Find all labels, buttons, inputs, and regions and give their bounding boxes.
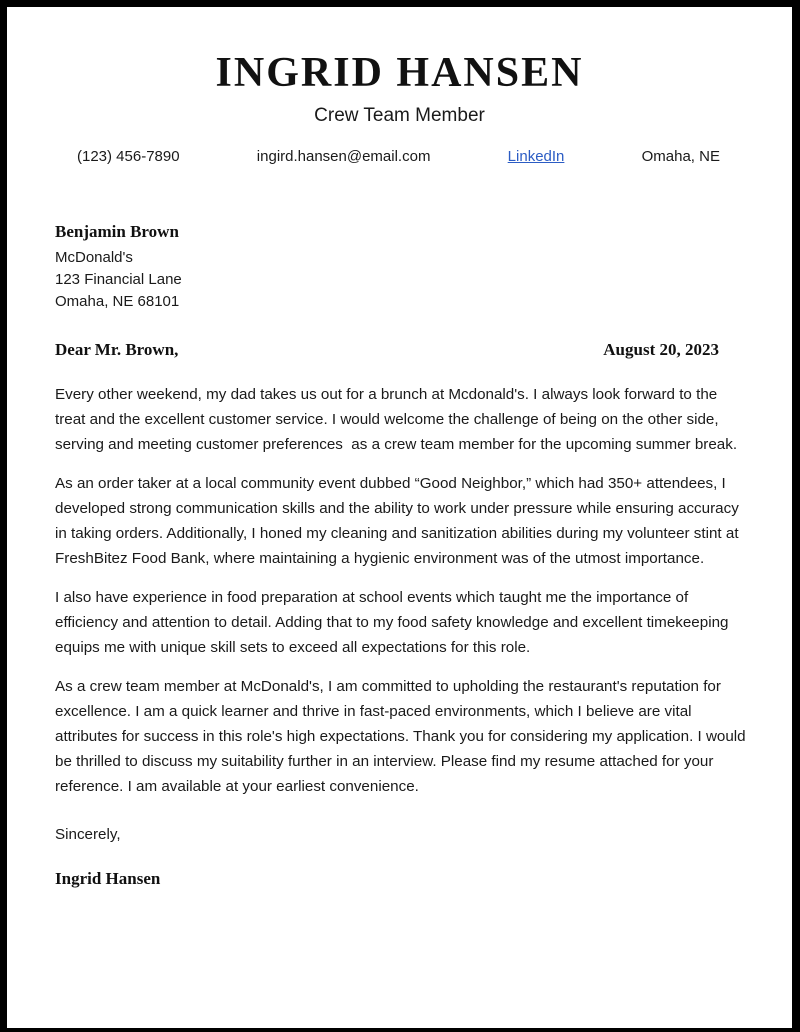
recipient-city-state-zip: Omaha, NE 68101 bbox=[55, 293, 180, 311]
closing-salutation: Sincerely, bbox=[55, 825, 121, 843]
body-paragraph: I also have experience in food preparation at school events which taught me the importance of efficiency and attention to detail. Adding that to my food safety knowledge and excellent timekeeping equips me with unique skill sets to exceed all expectations for this role. bbox=[55, 588, 733, 656]
candidate-job-title: Crew Team Member bbox=[314, 105, 485, 127]
salutation-date-row bbox=[48, 340, 751, 360]
closing-block bbox=[48, 822, 751, 890]
recipient-street: 123 Financial Lane bbox=[55, 271, 182, 289]
contact-linkedin-link[interactable]: LinkedIn bbox=[507, 148, 565, 166]
body-paragraph: As an order taker at a local community event dubbed “Good Neighbor,” which had 350+ attendees, I developed strong communication skills and the ability to work under pressure while ensuring accuracy in taking orders. Additionally, I honed my cleaning and sanitization abilities during my volunteer stint at FreshBitez Food Bank, where maintaining a hygienic environment was of the utmost importance. bbox=[55, 474, 744, 567]
recipient-name: Benjamin Brown bbox=[55, 222, 179, 242]
contact-location: Omaha, NE bbox=[641, 148, 720, 166]
signature-name: Ingrid Hansen bbox=[55, 868, 161, 888]
letter-body bbox=[48, 382, 751, 799]
recipient-company: McDonald's bbox=[55, 249, 133, 267]
cover-letter-page bbox=[7, 7, 792, 1028]
contact-email: ingird.hansen@email.com bbox=[256, 148, 431, 166]
recipient-address-block bbox=[48, 221, 751, 314]
contact-phone: (123) 456-7890 bbox=[77, 148, 180, 166]
letter-header bbox=[48, 7, 751, 165]
body-paragraph: Every other weekend, my dad takes us out for a brunch at Mcdonald's. I always look forward to the treat and the excellent customer service. I would welcome the challenge of being on the other side, serving and meeting customer preferences as a crew team member for the upcoming summer break. bbox=[55, 385, 738, 453]
salutation: Dear Mr. Brown, bbox=[55, 339, 179, 359]
candidate-name: INGRID HANSEN bbox=[215, 50, 584, 96]
contact-info-row bbox=[48, 148, 751, 165]
body-paragraph: As a crew team member at McDonald's, I am committed to upholding the restaurant's reputation for excellence. I am a quick learner and thrive in fast-paced environments, which I believe are vital attributes for success in this role's high expectations. Thank you for considering my application. I would be thrilled to discuss my suitability further in an interview. Please find my resume attached for your reference. I am available at your earliest convenience. bbox=[55, 677, 750, 795]
letter-date: August 20, 2023 bbox=[603, 339, 719, 359]
